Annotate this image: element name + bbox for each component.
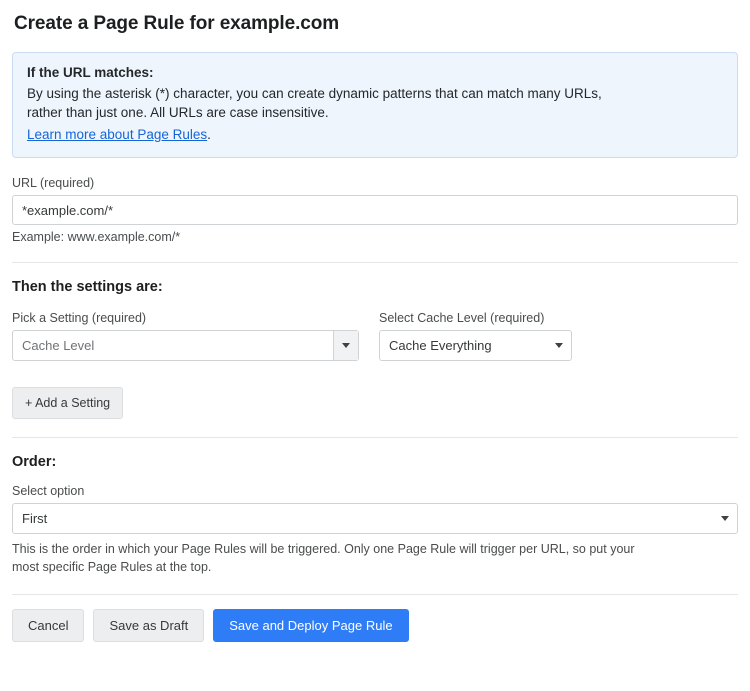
url-input[interactable] (12, 195, 738, 225)
settings-row (12, 311, 738, 361)
info-box-title: If the URL matches: (27, 65, 154, 80)
learn-more-page-rules-link[interactable]: Learn more about Page Rules (27, 127, 208, 142)
info-box-link-period: . (207, 127, 211, 142)
info-box-body-line-1: By using the asterisk (*) character, you can create dynamic patterns that can match many URLs, (27, 86, 602, 101)
form-actions (12, 609, 738, 642)
chevron-down-icon[interactable] (333, 331, 358, 360)
order-select[interactable] (12, 503, 738, 534)
pick-setting-value: Cache Level (22, 338, 95, 353)
cache-level-column (379, 311, 572, 361)
url-field-help: Example: www.example.com/* (12, 230, 181, 244)
info-box-link-row (27, 122, 723, 144)
chevron-down-icon[interactable] (546, 331, 571, 360)
info-box-body-line-2: rather than just one. All URLs are case insensitive. (27, 105, 329, 120)
cache-level-select[interactable] (379, 330, 572, 361)
save-and-deploy-button[interactable]: Save and Deploy Page Rule (213, 609, 408, 642)
divider-settings (12, 262, 738, 263)
cache-level-label: Select Cache Level (required) (379, 311, 545, 325)
divider-footer (12, 594, 738, 595)
cache-level-value: Cache Everything (389, 338, 492, 353)
order-select-label: Select option (12, 484, 85, 498)
chevron-down-icon[interactable] (712, 504, 737, 533)
cancel-button[interactable]: Cancel (12, 609, 84, 642)
add-setting-button[interactable]: + Add a Setting (12, 387, 123, 419)
pick-setting-label: Pick a Setting (required) (12, 311, 147, 325)
save-as-draft-button[interactable]: Save as Draft (93, 609, 204, 642)
url-match-info-box (12, 52, 738, 158)
url-field-label: URL (required) (12, 176, 95, 190)
order-select-value: First (22, 511, 48, 526)
order-help-line-1: This is the order in which your Page Rules will be triggered. Only one Page Rule will trigger per URL, so put your (12, 542, 635, 556)
divider-order (12, 437, 738, 438)
order-help-line-2: most specific Page Rules at the top. (12, 560, 212, 574)
pick-setting-select[interactable] (12, 330, 359, 361)
page-title: Create a Page Rule for example.com (14, 13, 340, 34)
pick-setting-column (12, 311, 359, 361)
order-section-title: Order: (12, 454, 57, 470)
settings-section-title: Then the settings are: (12, 279, 163, 295)
